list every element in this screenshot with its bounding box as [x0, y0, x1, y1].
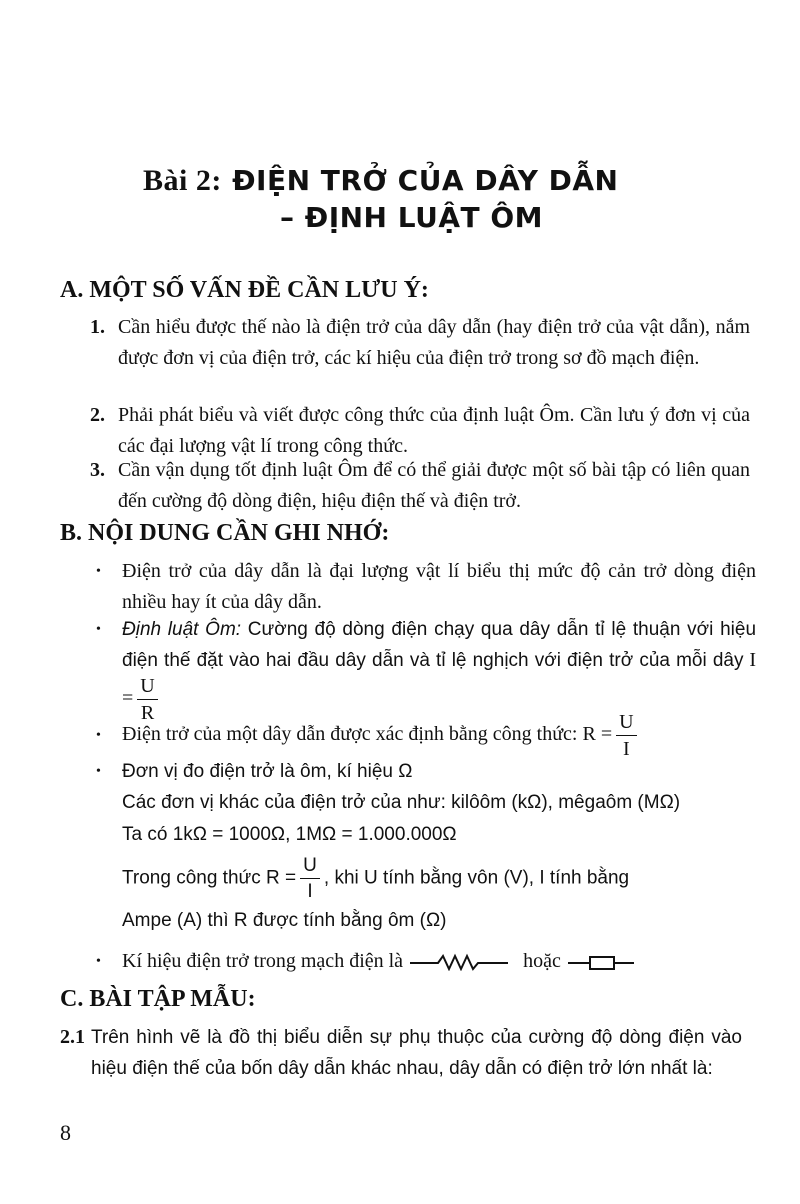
formula-numerator: U: [300, 856, 320, 879]
section-b-heading: B. NỘI DUNG CẦN GHI NHỚ:: [60, 520, 390, 546]
formula-fraction: [300, 856, 320, 901]
formula-lhs: R =: [266, 867, 297, 889]
line-text: Trong công thức: [122, 867, 261, 889]
item-text: Cần hiểu được thế nào là điện trở của dây dẫn (hay điện trở của vật dẫn), nắm được đơn vị của điện trở, các kí hiệu của điện trở trong sơ đồ mạch điện.: [118, 316, 750, 369]
item-text: Cần vận dụng tốt định luật Ôm để có thể giải được một số bài tập có liên quan đến cường độ dòng điện, hiệu điện thế và điện trở.: [118, 459, 750, 512]
bullet-icon: •: [96, 728, 101, 743]
item-number: 1.: [90, 316, 105, 338]
line-text: , khi U tính bằng vôn (V), I tính bằng: [323, 867, 630, 889]
bullet-icon: •: [96, 564, 101, 579]
bullet-text: Điện trở của một dây dẫn được xác định bằng công thức:: [122, 723, 578, 746]
bullet-text: Điện trở của dây dẫn là đại lượng vật lí biểu thị mức độ cản trở dòng điện nhiều hay ít của dây dẫn.: [122, 560, 756, 613]
formula-lhs: R =: [582, 723, 613, 746]
section-b-bullet-1: [96, 556, 756, 618]
page-number: 8: [60, 1120, 71, 1145]
bullet-icon: •: [96, 622, 101, 637]
units-line: Các đơn vị khác của điện trở của như: kilôôm (kΩ), mêgaôm (MΩ): [122, 792, 681, 813]
section-a-item-1: [90, 312, 750, 374]
example-2-1: [60, 1022, 742, 1084]
bullet-text: [122, 619, 756, 671]
ohm-law-text: Cường độ dòng điện chạy qua dây dẫn tỉ lệ thuận với hiệu điện thế đặt vào hai đầu dây dẫn và tỉ lệ nghịch với điện trở của mỗi dây: [122, 619, 757, 671]
formula-denominator: I: [307, 881, 313, 902]
formula-numerator: U: [137, 676, 157, 700]
section-b-bullet-4: [96, 756, 756, 787]
section-b-bullet-2: [96, 614, 756, 723]
formula-lhs: I =: [122, 649, 757, 710]
item-text: Phải phát biểu và viết được công thức của định luật Ôm. Cần lưu ý đơn vị của các đại lượng vật lí trong công thức.: [118, 404, 750, 457]
example-text: Trên hình vẽ là đồ thị biểu diễn sự phụ thuộc của cường độ dòng điện vào hiệu điện thế của bốn dây dẫn khác nhau, dây dẫn có điện trở lớn nhất là:: [91, 1027, 742, 1079]
bullet-text: Kí hiệu điện trở trong mạch điện là: [122, 950, 404, 972]
formula-fraction: [616, 712, 636, 759]
section-a-item-3: [90, 455, 750, 517]
formula-denominator: I: [623, 738, 630, 760]
resistor-box-icon: [566, 953, 638, 971]
formula-denominator: R: [140, 702, 155, 724]
item-number: 3.: [90, 459, 105, 481]
lesson-title-line1: [143, 164, 618, 198]
formula-units-line: [122, 856, 629, 901]
lesson-title-text: ĐIỆN TRỞ CỦA DÂY DẪN: [232, 164, 619, 197]
bullet-icon: •: [96, 764, 101, 779]
formula-numerator: U: [616, 712, 636, 736]
section-b-bullet-3: [96, 712, 756, 759]
section-b-bullet-5: [96, 946, 756, 977]
bullet-text: Đơn vị đo điện trở là ôm, kí hiệu Ω: [122, 761, 413, 782]
or-text: hoặc: [523, 950, 561, 972]
ampere-line: Ampe (A) thì R được tính bằng ôm (Ω): [122, 910, 447, 931]
resistor-zigzag-icon: [408, 953, 512, 971]
ohm-law-label: Định luật Ôm:: [122, 619, 242, 640]
section-a-heading: A. MỘT SỐ VẤN ĐỀ CẦN LƯU Ý:: [60, 277, 429, 303]
lesson-number: Bài 2:: [143, 164, 222, 197]
lesson-title-line2: – ĐỊNH LUẬT ÔM: [280, 201, 544, 234]
example-number: 2.1: [60, 1026, 85, 1048]
section-a-item-2: [90, 400, 750, 462]
bullet-icon: •: [96, 954, 101, 969]
section-c-heading: C. BÀI TẬP MẪU:: [60, 986, 256, 1012]
conversion-line: Ta có 1kΩ = 1000Ω, 1MΩ = 1.000.000Ω: [122, 824, 457, 845]
item-number: 2.: [90, 404, 105, 426]
